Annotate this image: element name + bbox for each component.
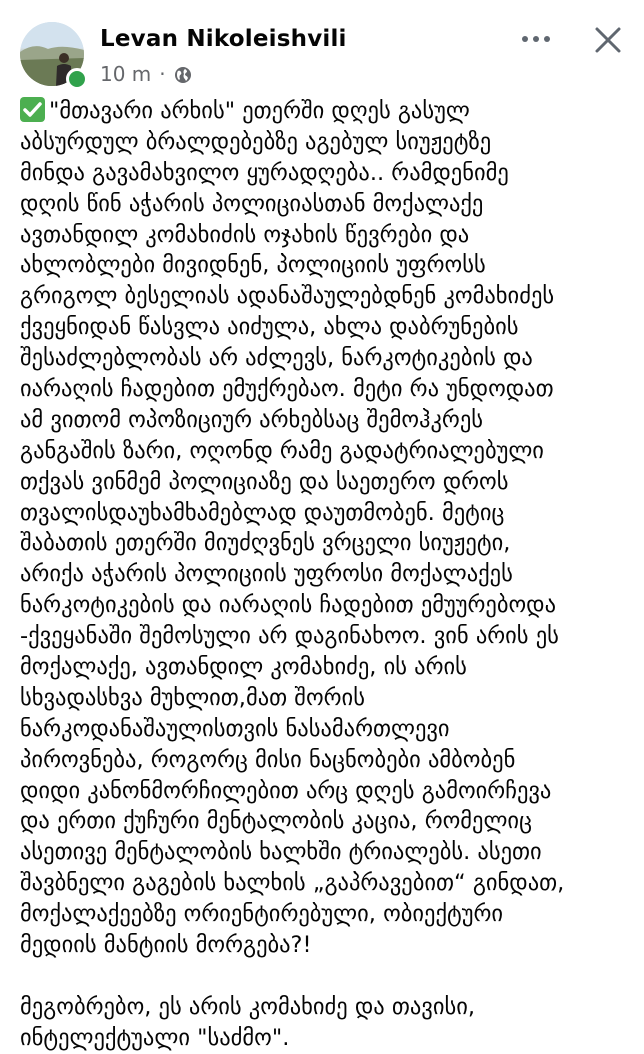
post-text-line <box>20 868 640 899</box>
post-text-content: დღის წინ აჭარის პოლიციასთან მოქალაქე <box>20 190 484 217</box>
post-text-line <box>20 189 640 220</box>
post-text-line <box>20 436 640 467</box>
post-text-content: განგაშის ზარი, ოღონდ რამე გადატრიალებული <box>20 437 544 464</box>
post-text-content: სხვადასხვა მუხლით,მათ შორის <box>20 684 365 711</box>
post-text-line <box>20 559 640 590</box>
post-text-line <box>20 158 640 189</box>
post-text-content: თვალისდაუხამხამებლად დაუთმობენ. მეტიც <box>20 499 505 526</box>
post-text-content: ამ ვითომ ოპოზიციურ არხებსაც შემოჰკრეს <box>20 406 484 433</box>
post-text-line <box>20 714 640 745</box>
post-text-line <box>20 467 640 498</box>
post-text-content: და ერთი ქუჩური მენტალობის კაცია, რომელიც <box>20 808 532 835</box>
post-text-content: გრიგოლ ბესელიას ადანაშაულებდნენ კომახიძეს <box>20 283 555 310</box>
post-text-line <box>20 1023 640 1054</box>
close-icon[interactable] <box>588 20 628 60</box>
post-text-content: არიქა აჭარის პოლიციის უფროსი მოქალაქეს <box>20 561 513 588</box>
post-text-line <box>20 745 640 776</box>
post-text-content: პიროვნება, როგორც მისი ნაცნობები ამბობენ <box>20 746 516 773</box>
post-text-content: თქვას ვინმემ პოლიციაზე და საეთერო დროს <box>20 468 509 495</box>
post-meta <box>100 62 192 86</box>
post-text-content: შავბნელი გაგების ხალხის „გაპრავებით“ გინდათ, <box>20 870 565 897</box>
post-text-line <box>20 220 640 251</box>
post-text-content: დიდი კანონმორჩილებით არც დღეს გამოირჩევა <box>20 777 552 804</box>
post-text-line <box>20 776 640 807</box>
post-text-line <box>20 127 640 158</box>
post-text-content: მოქალაქეებზე ორიენტირებული, ობიექტური <box>20 901 504 928</box>
check-mark-icon <box>20 97 45 122</box>
post-text-content: იარაღის ჩადებით ემუქრებაო. მეტი რა უნდოდათ <box>20 376 554 403</box>
post-text-content: მეგობრებო, ეს არის კომახიძე და თავისი, <box>20 993 476 1020</box>
post-text-line <box>20 930 640 961</box>
more-options-icon[interactable] <box>514 24 558 54</box>
post-text-content: მინდა გავამახვილო ყურადღება.. რამდენიმე <box>20 159 509 186</box>
post-text-line <box>20 806 640 837</box>
author-name[interactable]: Levan Nikoleishvili <box>100 26 347 52</box>
post-text-line <box>20 652 640 683</box>
post-text-line <box>20 250 640 281</box>
post-text-line <box>20 590 640 621</box>
post-text-line <box>20 374 640 405</box>
post-text-line <box>20 992 640 1023</box>
post-text-content: აბსურდულ ბრალდებებზე აგებულ სიუჟეტზე <box>20 128 492 155</box>
post-text-line <box>20 343 640 374</box>
post-text-line <box>20 899 640 930</box>
post-text-content: ნარკოტიკების და იარაღის ჩადებით ემუურებოდა <box>20 592 557 619</box>
post-text-line <box>20 312 640 343</box>
post-text-content: -ქვეყანაში შემოსული არ დაგინახოო. ვინ არის ეს <box>20 623 559 650</box>
post-text-line <box>20 621 640 652</box>
post-text-line <box>20 281 640 312</box>
post-text-line <box>20 96 640 127</box>
post-text-line <box>20 528 640 559</box>
post-text <box>20 96 640 1054</box>
post-text-line <box>20 683 640 714</box>
blank-line <box>20 961 640 992</box>
post-text-line <box>20 837 640 868</box>
post-text-content: ასეთივე მენტალობის ხალხში ტრიალებს. ასეთი <box>20 839 542 866</box>
post-header <box>0 0 644 100</box>
post-text-content: ინტელექტუალი "საძმო". <box>20 1024 290 1051</box>
globe-icon <box>174 65 192 83</box>
post-text-line <box>20 498 640 529</box>
post-text-content: "მთავარი არხის" ეთერში დღეს გასულ <box>49 98 470 124</box>
post-text-content: მოქალაქე, ავთანდილ კომახიძე, ის არის <box>20 654 467 681</box>
meta-separator: · <box>159 62 166 86</box>
post-text-content: ნარკოდანაშაულისთვის ნასამართლევი <box>20 715 450 742</box>
post-text-content: ახლობლები მივიდნენ, პოლიციის უფროსს <box>20 252 486 279</box>
post-text-line <box>20 405 640 436</box>
online-status-dot <box>66 68 88 90</box>
post-text-content: ქვეყნიდან წასვლა აიძულა, ახლა დაბრუნების <box>20 314 519 341</box>
post-text-content: შესაძლებლობას არ აძლევს, ნარკოტიკების და <box>20 345 533 372</box>
post-text-content: შაბათის ეთერში მიუძღვნეს ვრცელი სიუჟეტი, <box>20 530 511 557</box>
post-time[interactable]: 10 m <box>100 62 152 86</box>
post-text-content: ავთანდილ კომახიძის ოჯახის წევრები და <box>20 221 470 248</box>
post-text-content: მედიის მანტიის მორგება?! <box>20 932 312 959</box>
